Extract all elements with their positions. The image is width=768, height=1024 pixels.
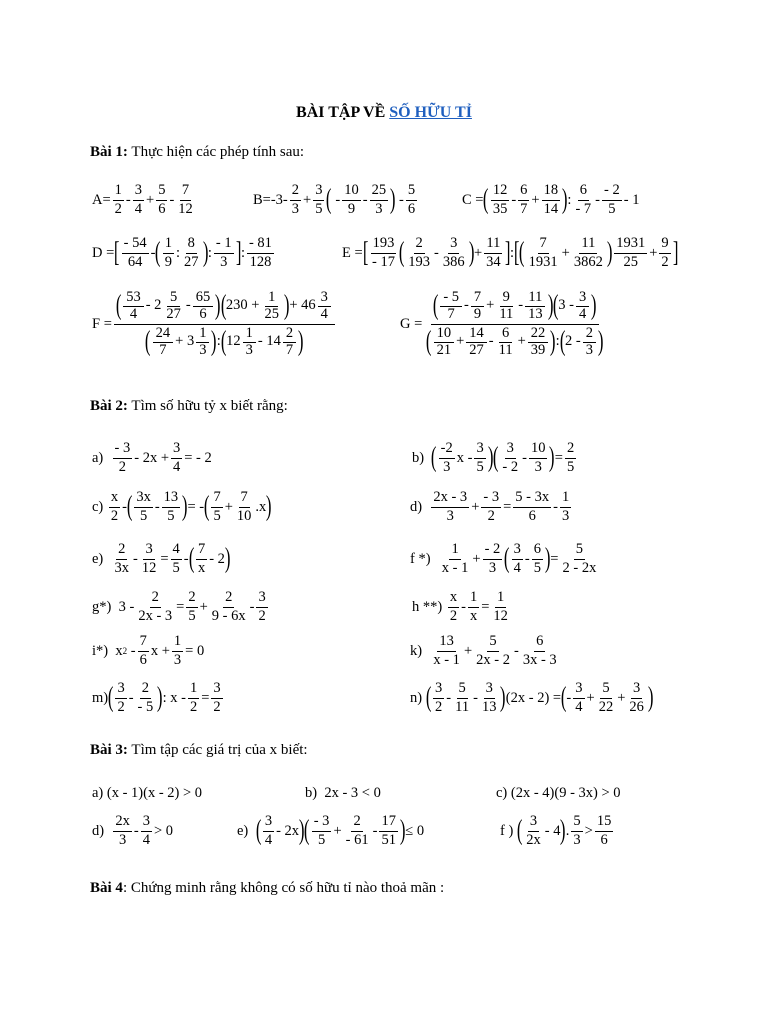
expr-D: D = [ - 54 64 - ( 1 9 : 8 27 ) : - 1 3 ] : - 81 128 bbox=[92, 235, 272, 270]
expr-F: F = ( 53 4 - 2 5 27 - 65 6 ) ( 230 + 1 25 ) + 46 3 4 ( 24 7 + 3 1 3 ) : ( 12 1 3 - 14 2 7 ) bbox=[92, 290, 337, 359]
expr-A: A= $\frac{1}{2}$ - 3 4 + 5 6 - 7 12 bbox=[92, 182, 193, 217]
ineq-3a: a) (x - 1)(x - 2) > 0 bbox=[92, 785, 203, 801]
eq-2b: b) ( -2 3 x - 3 5 ) ( 3 - 2 - 10 3 ) = 2 5 bbox=[412, 440, 575, 475]
section-3-heading: Bài 3: Tìm tập các giá trị của x biết: bbox=[90, 742, 308, 758]
eq-2k: k) 13 x - 1 + 5 2x - 2 - 6 3x - 3 bbox=[410, 633, 557, 668]
section-2-heading: Bài 2: Tìm số hữu tỷ x biết rằng: bbox=[90, 398, 288, 414]
section-4-heading: Bài 4: Chứng minh rằng không có số hữu tỉ nào thoả mãn : bbox=[90, 880, 445, 896]
ineq-3c: c) (2x - 4)(9 - 3x) > 0 bbox=[496, 785, 621, 801]
ineq-3f: f ) ( 3 2x - 4 ) . 5 3 > 15 6 bbox=[500, 813, 612, 848]
eq-2g: g*) 3 - 2 2x - 3 = 2 5 + 2 9 - 6x - 3 2 bbox=[92, 589, 266, 624]
ineq-3b: b) 2x - 3 < 0 bbox=[305, 785, 381, 801]
section-1-heading: Bài 1: Thực hiện các phép tính sau: bbox=[90, 144, 305, 160]
expr-G: G = ( - 5 7 - 7 9 + 9 11 - 11 13 ) ( 3 - 3 4 ) ( 10 21 + 14 27 - 6 11 + 22 39 ) : ( 2 - 2 3 ) bbox=[400, 289, 604, 358]
eq-2f: f *) 1 x - 1 + - 2 3 ( 3 4 - 6 5 ) = 5 2 - 2x bbox=[410, 541, 597, 576]
expr-E: E = [ 193 - 17 ( 2 193 - 3 386 ) + 11 34 ] : [ ( 7 1931 + 11 3862 ) 1931 25 + 9 2 ] bbox=[342, 235, 679, 270]
eq-2c: c) x 2 - ( 3x 5 - 13 5 ) = - ( 7 5 + 7 10 .x ) bbox=[92, 489, 272, 524]
page-title: BÀI TẬP VỀ SỐ HỮU TỈ bbox=[296, 104, 472, 121]
eq-2n: n) ( 3 2 - 5 11 - 3 13 ) (2x - 2) = ( - 3 4 + 5 22 + 3 26 ) bbox=[410, 680, 654, 715]
expr-C: C = ( 12 35 - 6 7 + 18 14 ) : 6 - 7 - - 2 5 - 1 bbox=[462, 182, 640, 217]
title-highlight: SỐ HỮU TỈ bbox=[389, 104, 472, 121]
eq-2d: d) 2x - 3 3 + - 3 2 = 5 - 3x 6 - 1 3 bbox=[410, 489, 570, 524]
expr-B: B=-3- 2 3 + 3 5 ( - 10 9 - 25 3 ) - 5 6 bbox=[253, 182, 416, 217]
ineq-3e: e) ( 3 4 - 2x ) ( - 3 5 + 2 - 61 - 17 51 ) ≤ 0 bbox=[237, 813, 425, 848]
ineq-3d: d) 2x 3 - 3 4 > 0 bbox=[92, 813, 173, 848]
eq-2m: m) ( 3 2 - 2 - 5 ) : x - 1 2 = 3 2 bbox=[92, 680, 221, 715]
eq-2e: e) 2 3x - 3 12 = 4 5 - ( 7 x - 2 ) bbox=[92, 541, 231, 576]
eq-2a: a) - 3 2 - 2x + 3 4 = - 2 bbox=[92, 440, 212, 475]
eq-2i: i*) x 2 - 7 6 x + 1 3 = 0 bbox=[92, 633, 205, 668]
eq-2h: h **) x 2 - 1 x = 1 12 bbox=[412, 589, 508, 624]
